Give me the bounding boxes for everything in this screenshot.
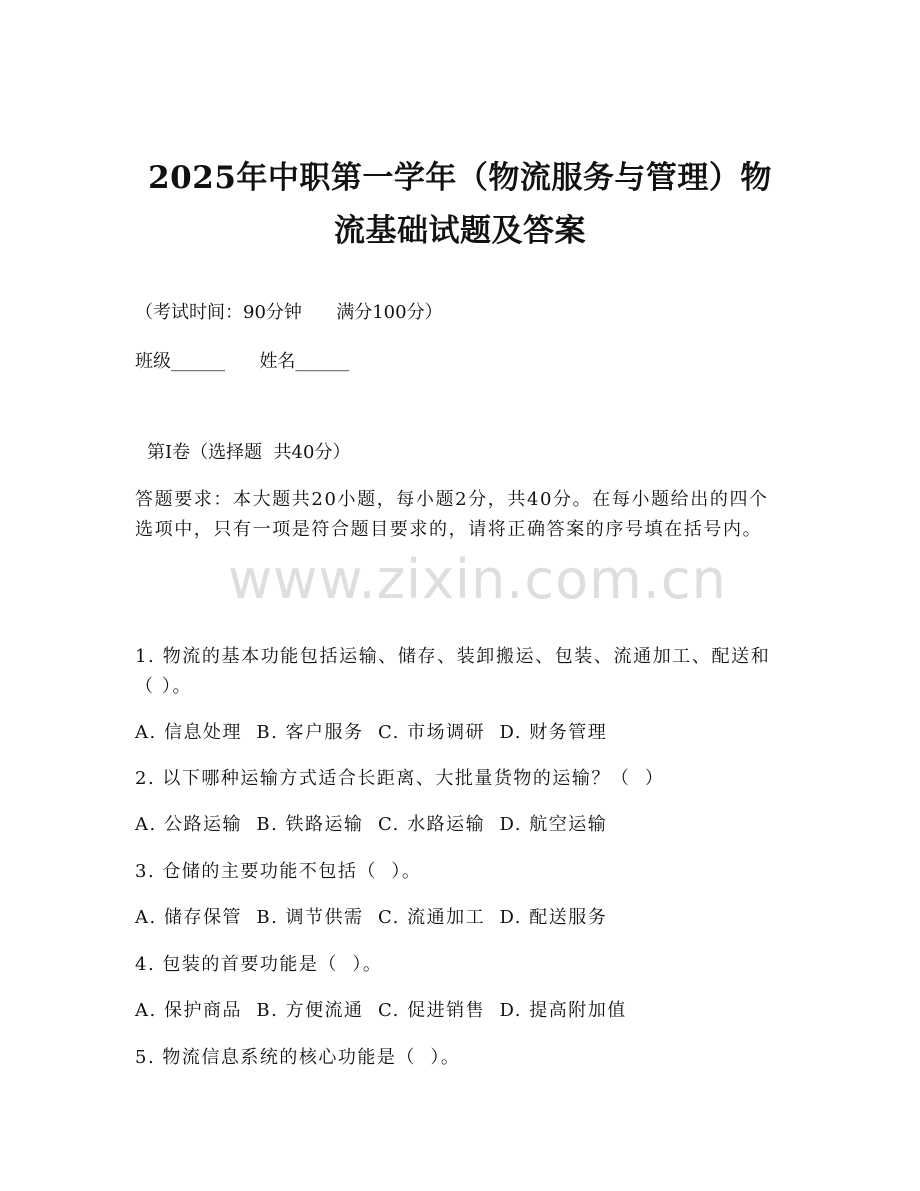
watermark: www.zixin.com.cn (228, 548, 727, 611)
question-5-stem: 5. 物流信息系统的核心功能是（ ）。 (135, 1047, 461, 1068)
section-title: 第I卷（选择题 共40分） (147, 442, 351, 463)
question-2-stem: 2. 以下哪种运输方式适合长距离、大批量货物的运输？（ ） (135, 768, 665, 789)
title-line-1: 2025年中职第一学年（物流服务与管理）物 (148, 160, 772, 196)
question-4-options: A. 保护商品 B. 方便流通 C. 促进销售 D. 提高附加值 (135, 1000, 627, 1021)
question-1-options: A. 信息处理 B. 客户服务 C. 市场调研 D. 财务管理 (135, 722, 608, 743)
question-3-stem: 3. 仓储的主要功能不包括（ ）。 (135, 861, 422, 882)
question-2-options: A. 公路运输 B. 铁路运输 C. 水路运输 D. 航空运输 (135, 814, 608, 835)
question-4-stem: 4. 包装的首要功能是（ ）。 (135, 954, 383, 975)
instructions: 答题要求：本大题共20小题，每小题2分，共40分。在每小题给出的四个选项中，只有一项是符合题目要求的，请将正确答案的序号填在括号内。 (135, 489, 769, 540)
exam-info: （考试时间：90分钟 满分100分） (135, 302, 443, 323)
student-fields: 班级______ 姓名______ (135, 351, 350, 372)
title-line-2: 流基础试题及答案 (334, 213, 586, 249)
document-title (100, 152, 820, 258)
question-3-options: A. 储存保管 B. 调节供需 C. 流通加工 D. 配送服务 (135, 907, 608, 928)
question-1-stem: 1. 物流的基本功能包括运输、储存、装卸搬运、包装、流通加工、配送和（ ）。 (135, 646, 771, 697)
